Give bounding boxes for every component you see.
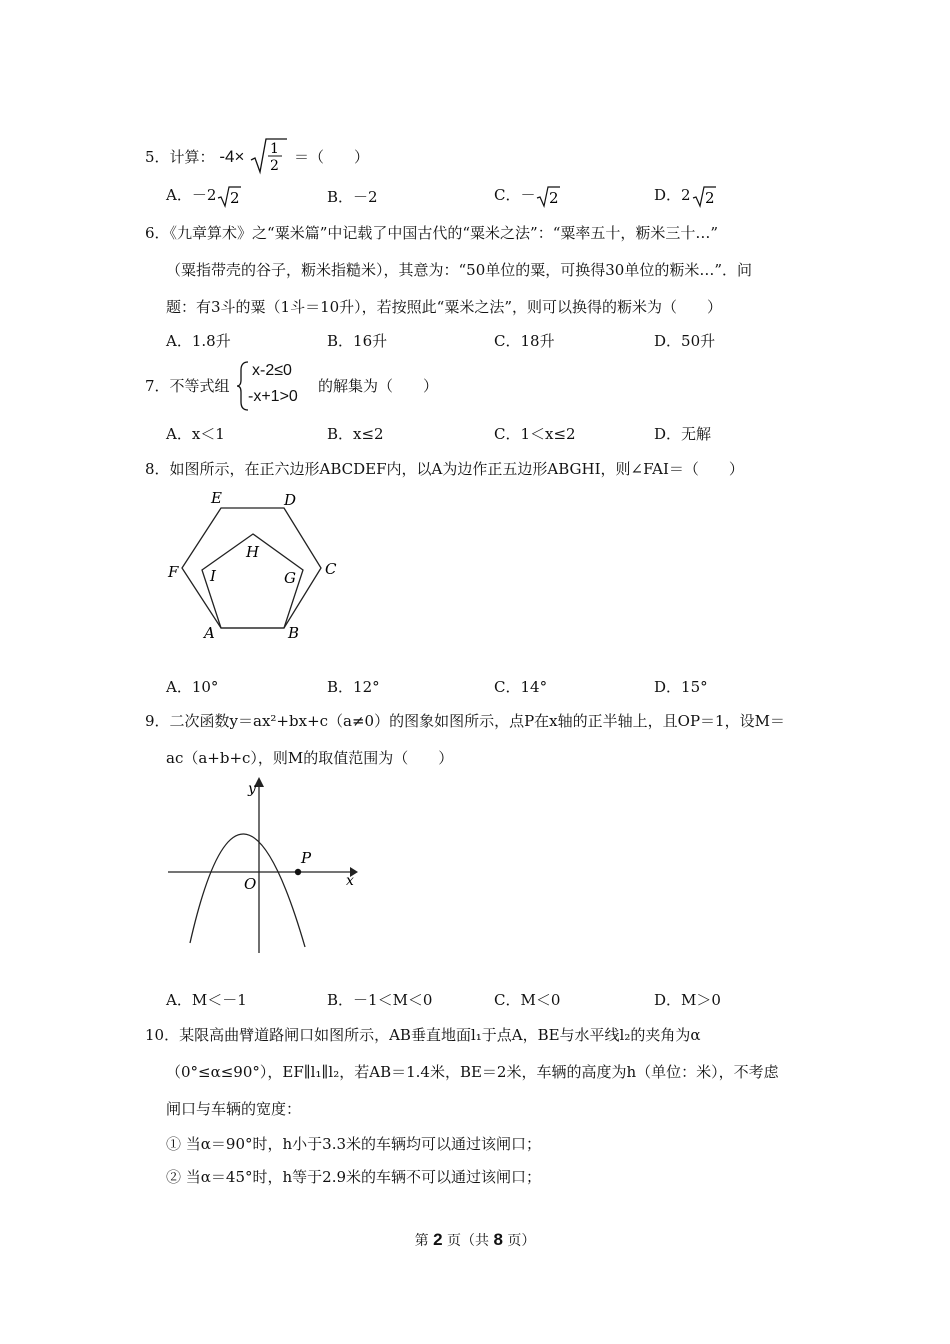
- parabola-graph: [160, 775, 370, 957]
- q9-line1: 9．二次函数y＝ax²+bx+c（a≠0）的图象如图所示，点P在x轴的正半轴上，且OP＝1，设M＝: [145, 712, 785, 730]
- svg-text:y: y: [248, 781, 256, 797]
- q6-option-c[interactable]: C．18升: [494, 332, 555, 350]
- q9-line2: ac（a+b+c），则M的取值范围为（ ）: [166, 749, 454, 767]
- svg-text:1: 1: [270, 141, 280, 157]
- sqrt-2: [216, 184, 242, 208]
- q7-option-c[interactable]: C．1＜x≤2: [494, 425, 576, 443]
- svg-text:O: O: [244, 875, 257, 893]
- q6-line1: 6．《九章算术》之“粟米篇”中记载了中国古代的“粟米之法”：“粟率五十，粝米三十…”: [145, 224, 719, 242]
- q5-option-c[interactable]: C．－ 2: [494, 184, 561, 208]
- q9-option-a[interactable]: A．M＜－1: [166, 991, 247, 1009]
- svg-text:E: E: [211, 489, 222, 507]
- page-footer: 第 2 页（共 8 页）: [414, 1230, 536, 1249]
- page-number: 2: [433, 1230, 443, 1249]
- q6-line2: （粟指带壳的谷子，粝米指糙米），其意为：“50单位的粟，可换得30单位的粝米…”．问: [166, 261, 753, 279]
- q10-item2: ② 当α＝45°时，h等于2.9米的车辆不可以通过该闸口；: [166, 1168, 542, 1186]
- q7-option-b[interactable]: B．x≤2: [327, 425, 384, 443]
- q5-option-a[interactable]: A．－2 2: [166, 184, 242, 208]
- svg-text:2: 2: [270, 158, 280, 174]
- q9-option-d[interactable]: D．M＞0: [654, 991, 721, 1009]
- q6-option-b[interactable]: B．16升: [327, 332, 388, 350]
- q7-stem: 7．不等式组: [145, 377, 230, 395]
- q7-ineq2: -x+1>0: [248, 388, 298, 405]
- svg-text:2: 2: [549, 189, 560, 207]
- q8-option-a[interactable]: A．10°: [166, 678, 219, 696]
- page-total: 8: [493, 1230, 503, 1249]
- svg-text:C: C: [325, 560, 337, 578]
- svg-text:2: 2: [704, 189, 715, 207]
- svg-text:P: P: [301, 849, 312, 867]
- svg-text:x: x: [346, 873, 354, 889]
- q6-line3: 题：有3斗的粟（1斗＝10升），若按照此“粟米之法”，则可以换得的粝米为（ ）: [166, 298, 723, 316]
- sqrt-2: [535, 184, 561, 208]
- q5-option-b[interactable]: B．－2: [327, 188, 378, 206]
- q8-option-c[interactable]: C．14°: [494, 678, 548, 696]
- q8-option-d[interactable]: D．15°: [654, 678, 708, 696]
- q10-item1: ① 当α＝90°时，h小于3.3米的车辆均可以通过该闸口；: [166, 1135, 542, 1153]
- svg-text:A: A: [204, 624, 215, 642]
- q5-option-d[interactable]: D．2 2: [654, 184, 717, 208]
- sqrt-2: [691, 184, 717, 208]
- sqrt-fraction: [249, 136, 289, 176]
- point-p: [295, 869, 301, 875]
- hexagon-pentagon-figure: [160, 488, 350, 646]
- q8-stem: 8．如图所示，在正六边形ABCDEF内，以A为边作正五边形ABGHI，则∠FAI＝（ ）: [145, 460, 744, 478]
- svg-text:D: D: [284, 491, 297, 509]
- q5-stem: 5．计算： -4× 1 2 ＝（ ）: [145, 138, 369, 178]
- q7-ineq1: x-2≤0: [252, 362, 292, 379]
- q6-option-d[interactable]: D．50升: [654, 332, 716, 350]
- q7-tail: 的解集为（ ）: [318, 377, 439, 395]
- svg-text:H: H: [246, 543, 260, 561]
- q7-option-d[interactable]: D．无解: [654, 425, 712, 443]
- svg-text:I: I: [210, 567, 216, 585]
- svg-text:G: G: [284, 569, 296, 587]
- q9-option-c[interactable]: C．M＜0: [494, 991, 561, 1009]
- svg-text:F: F: [168, 563, 179, 581]
- q7-option-a[interactable]: A．x＜1: [166, 425, 225, 443]
- q8-option-b[interactable]: B．12°: [327, 678, 380, 696]
- q10-line1: 10．某限高曲臂道路闸口如图所示，AB垂直地面l₁于点A，BE与水平线l₂的夹角为α: [145, 1026, 701, 1044]
- q9-option-b[interactable]: B．－1＜M＜0: [327, 991, 433, 1009]
- q10-line3: 闸口与车辆的宽度：: [166, 1100, 302, 1118]
- q10-line2: （0°≤α≤90°），EF∥l₁∥l₂，若AB＝1.4米，BE＝2米，车辆的高度为h（单位：米），不考虑: [166, 1063, 779, 1081]
- q6-option-a[interactable]: A．1.8升: [166, 332, 231, 350]
- svg-text:2: 2: [230, 189, 240, 207]
- svg-text:B: B: [288, 624, 300, 642]
